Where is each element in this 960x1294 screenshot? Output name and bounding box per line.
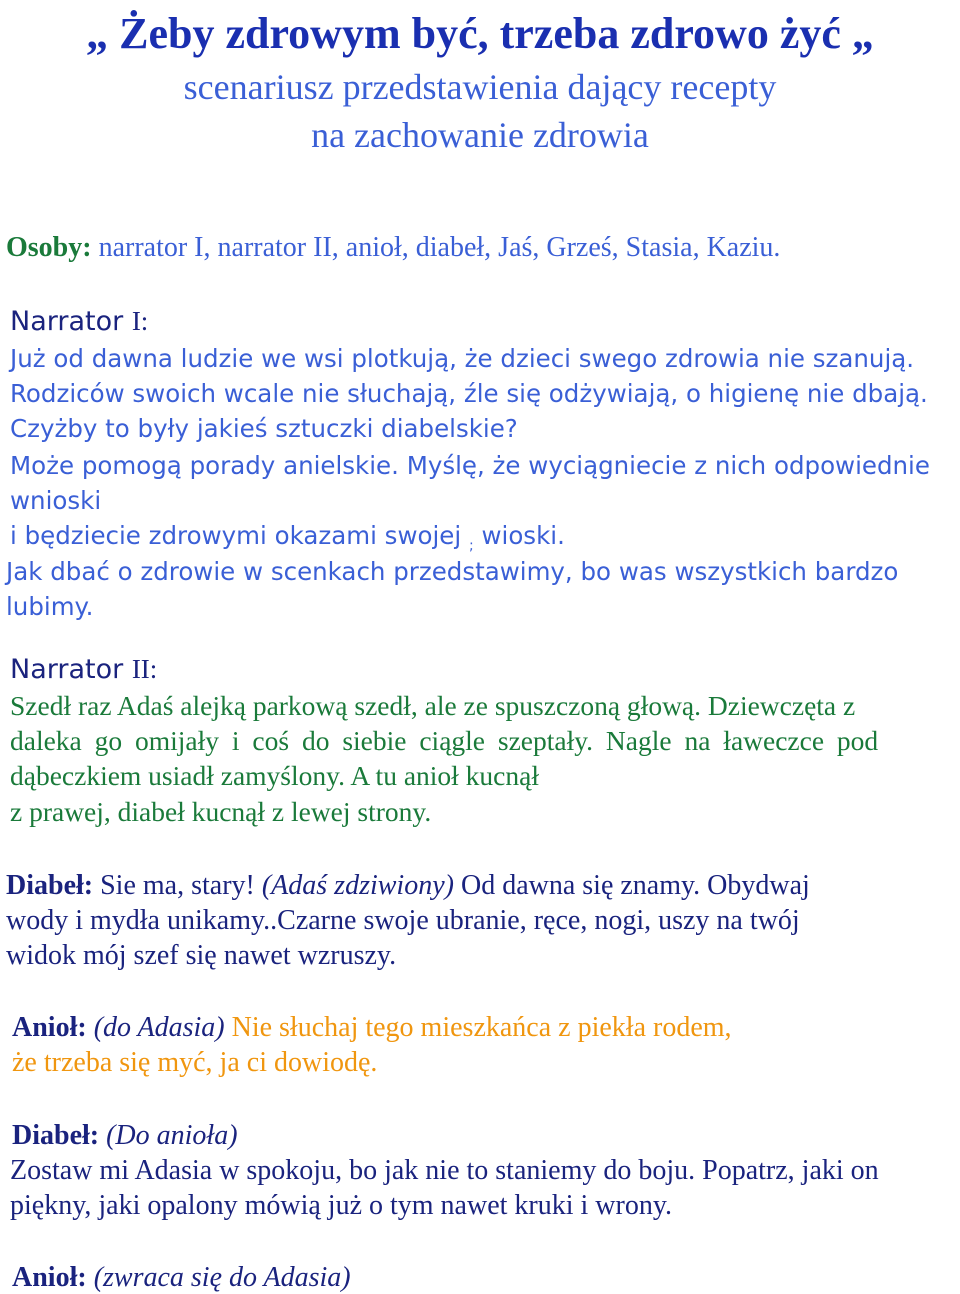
narrator2-line-3: dąbeczkiem usiadł zamyślony. A tu anioł kucnął [10,760,539,791]
narrator1-num: I: [131,306,149,336]
narrator1-line-4: Może pomogą porady anielskie. Myślę, że wyciągniecie z nich odpowiednie [10,451,930,480]
stray-mark: ; [468,538,474,554]
devil2-label: Diabeł: [12,1120,100,1151]
angel1-line-1 [12,1012,732,1044]
narrator1-line-1: Już od dawna ludzie we wsi plotkują, że dzieci swego zdrowia nie szanują. [10,344,915,373]
subtitle-line-2: na zachowanie zdrowia [311,115,649,155]
devil1-text-b: Od dawna się znamy. Obydwaj [453,870,810,901]
document-title: „ Żeby zdrowym być, trzeba zdrowo żyć „ [86,9,874,58]
narrator2-line-1: Szedł raz Adaś alejką parkową szedł, ale ze spuszczoną głową. Dziewczęta z [10,690,856,721]
devil2-line-2: Zostaw mi Adasia w spokoju, bo jak nie to staniemy do boju. Popatrz, jaki on [10,1155,879,1186]
narrator1-line-6 [10,521,565,554]
devil1-text-a: Sie ma, stary! [93,870,262,901]
cast-text: narrator I, narrator II, anioł, diabeł, Jaś, Grześ, Stasia, Kaziu. [91,232,781,263]
angel2-label: Anioł: [12,1262,87,1293]
narrator1-line-3: Czyżby to były jakieś sztuczki diabelskie? [10,414,518,443]
narrator2-name: Narrator [10,654,132,685]
angel2-stage: (zwraca się do Adasia) [93,1262,351,1293]
cast-label: Osoby: [6,232,92,263]
devil2-line-1 [12,1120,238,1152]
angel2-line-1 [12,1262,351,1294]
angel1-line-2: że trzeba się myć, ja ci dowiodę. [12,1047,378,1078]
cast-list [6,232,780,264]
narrator2-line-4: z prawej, diabeł kucnął z lewej strony. [10,796,432,827]
subtitle-line-1: scenariusz przedstawienia dający recepty [183,67,777,107]
narrator2-num: II: [131,654,158,684]
angel1-stage: (do Adasia) [93,1012,225,1043]
narrator1-line-8: lubimy. [6,592,94,621]
devil1-line-3: widok mój szef się nawet wzruszy. [6,940,397,971]
devil1-label: Diabeł: [6,870,94,901]
devil1-line-1 [6,870,810,902]
devil1-stage: (Adaś zdziwiony) [261,870,454,901]
narrator2-line-2: daleka go omijały i coś do siebie ciągle szeptały. Nagle na ławeczce pod [10,725,879,756]
devil2-line-3: piękny, jaki opalony mówią już o tym nawet kruki i wrony. [10,1190,673,1221]
narrator1-line-6a: i będziecie zdrowymi okazami swojej [10,521,462,550]
narrator1-line-2: Rodziców swoich wcale nie słuchają, źle się odżywiają, o higienę nie dbają. [10,379,928,408]
devil1-line-2: wody i mydła unikamy..Czarne swoje ubranie, ręce, nogi, uszy na twój [6,905,800,936]
angel1-text-a: Nie słuchaj tego mieszkańca z piekła rodem, [224,1012,732,1043]
narrator1-line-7: Jak dbać o zdrowie w scenkach przedstawimy, bo was wszystkich bardzo [6,557,899,586]
narrator1-line-6b: wioski. [473,521,565,550]
narrator1-line-5: wnioski [10,486,102,515]
devil2-stage: (Do anioła) [99,1120,238,1151]
narrator2-heading [10,654,157,685]
angel1-label: Anioł: [12,1012,87,1043]
narrator1-heading [10,306,148,337]
narrator1-name: Narrator [10,306,132,337]
